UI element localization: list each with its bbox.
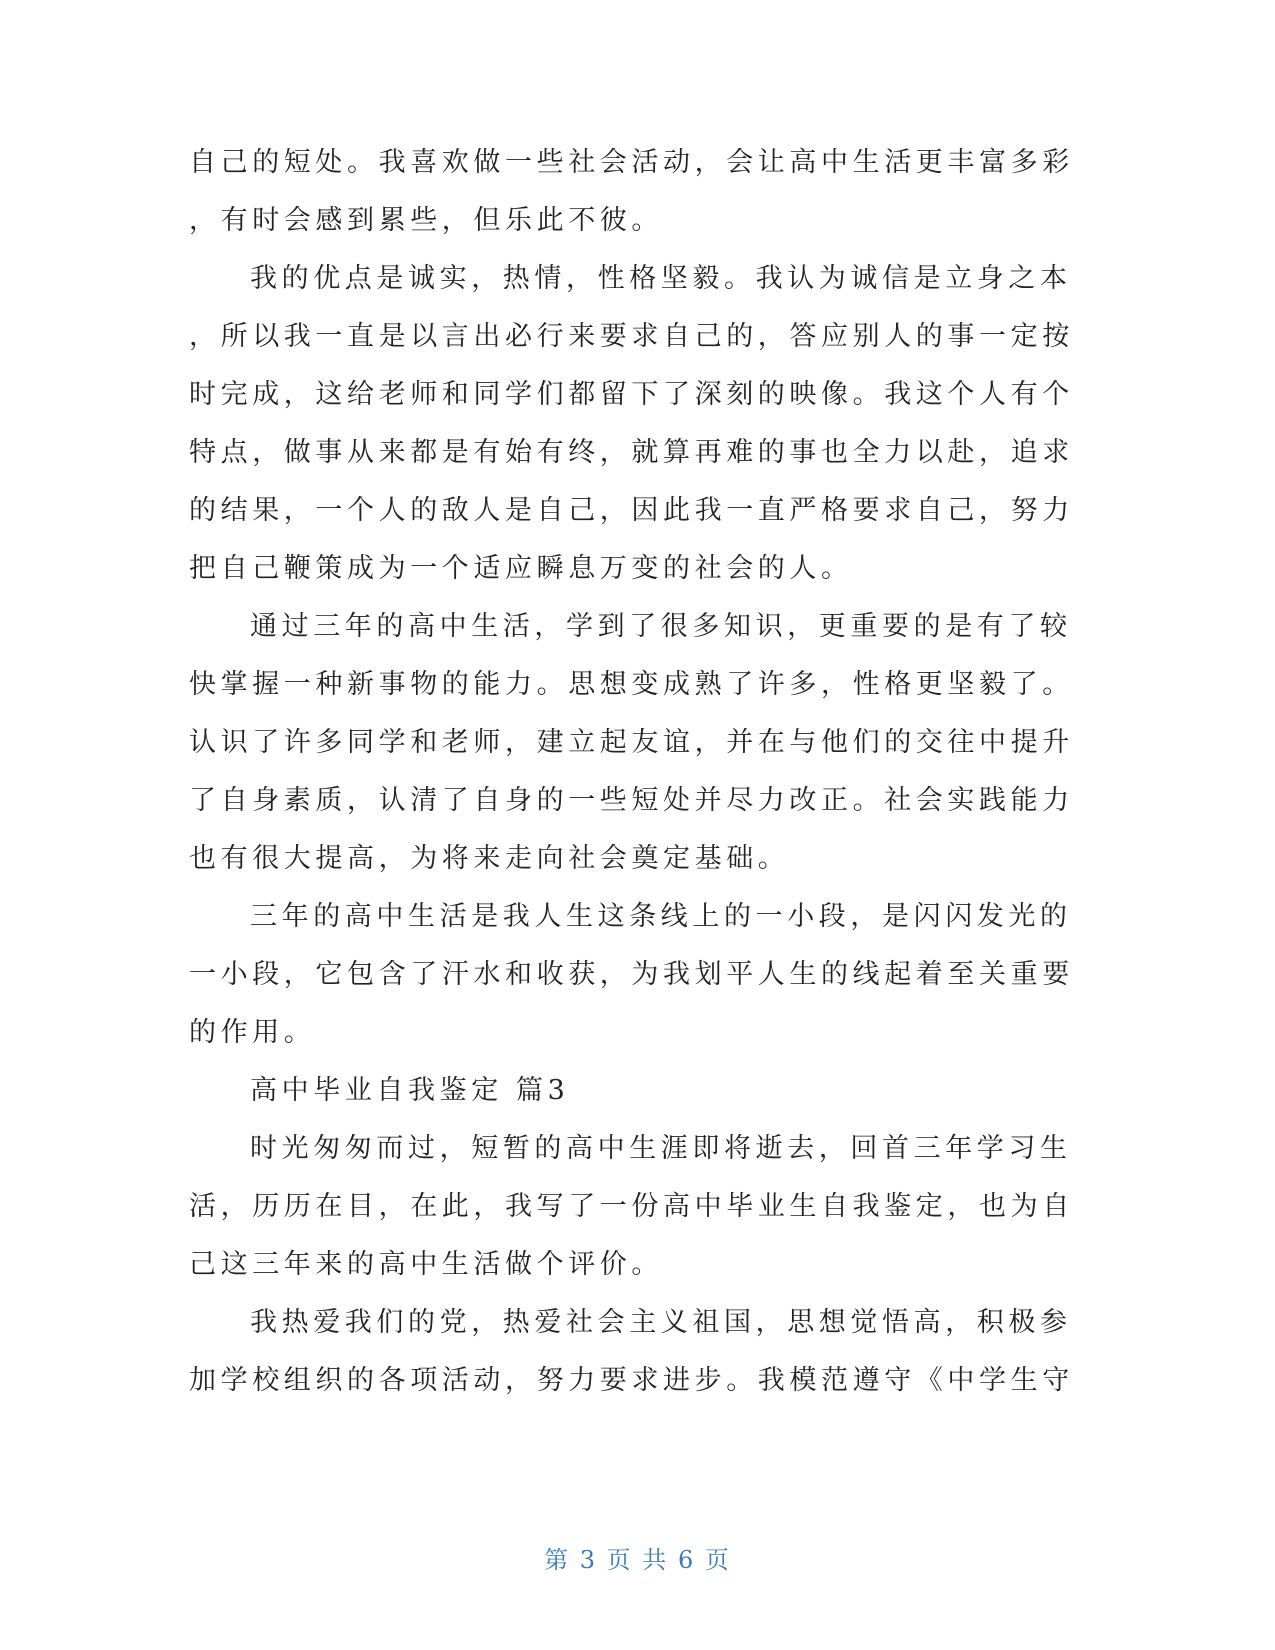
text-line-7: 的结果，一个人的敌人是自己，因此我一直严格要求自己，努力 [189,495,1074,526]
text-line-15: 一小段，它包含了汗水和收获，为我划平人生的线起着至关重要 [189,959,1074,990]
text-line-1: 自己的短处。我喜欢做一些社会活动，会让高中生活更丰富多彩 [189,147,1074,178]
page-number-footer: 第 3 页 共 6 页 [544,1546,731,1574]
text-line-4: ，所以我一直是以言出必行来要求自己的，答应别人的事一定按 [189,321,1074,352]
paragraph-start-line: 我热爱我们的党，热爱社会主义祖国，思想觉悟高，积极参 [250,1307,1072,1338]
text-line-19: 活，历历在目，在此，我写了一份高中毕业生自我鉴定，也为自 [189,1191,1074,1222]
text-line-16: 的作用。 [189,1017,316,1048]
paragraph-start-line: 时光匆匆而过，短暂的高中生涯即将逝去，回首三年学习生 [250,1133,1072,1164]
section-heading: 高中毕业自我鉴定 篇3 [250,1075,570,1106]
paragraph-start-line: 我的优点是诚实，热情，性格坚毅。我认为诚信是立身之本 [250,263,1072,294]
text-line-20: 己这三年来的高中生活做个评价。 [189,1249,663,1280]
text-line-13: 也有很大提高，为将来走向社会奠定基础。 [189,843,790,874]
text-line-11: 认识了许多同学和老师，建立起友谊，并在与他们的交往中提升 [189,727,1074,758]
paragraph-start-line: 三年的高中生活是我人生这条线上的一小段，是闪闪发光的 [250,901,1072,932]
text-line-8: 把自己鞭策成为一个适应瞬息万变的社会的人。 [189,553,853,584]
text-line-10: 快掌握一种新事物的能力。思想变成熟了许多，性格更坚毅了。 [189,669,1074,700]
text-line-5: 时完成，这给老师和同学们都留下了深刻的映像。我这个人有个 [189,379,1074,410]
text-line-12: 了自身素质，认清了自身的一些短处并尽力改正。社会实践能力 [189,785,1074,816]
text-line-2: ，有时会感到累些，但乐此不彼。 [189,205,663,236]
text-line-6: 特点，做事从来都是有始有终，就算再难的事也全力以赴，追求 [189,437,1074,468]
paragraph-start-line: 通过三年的高中生活，学到了很多知识，更重要的是有了较 [250,611,1072,642]
text-line-22: 加学校组织的各项活动，努力要求进步。我模范遵守《中学生守 [189,1365,1074,1396]
